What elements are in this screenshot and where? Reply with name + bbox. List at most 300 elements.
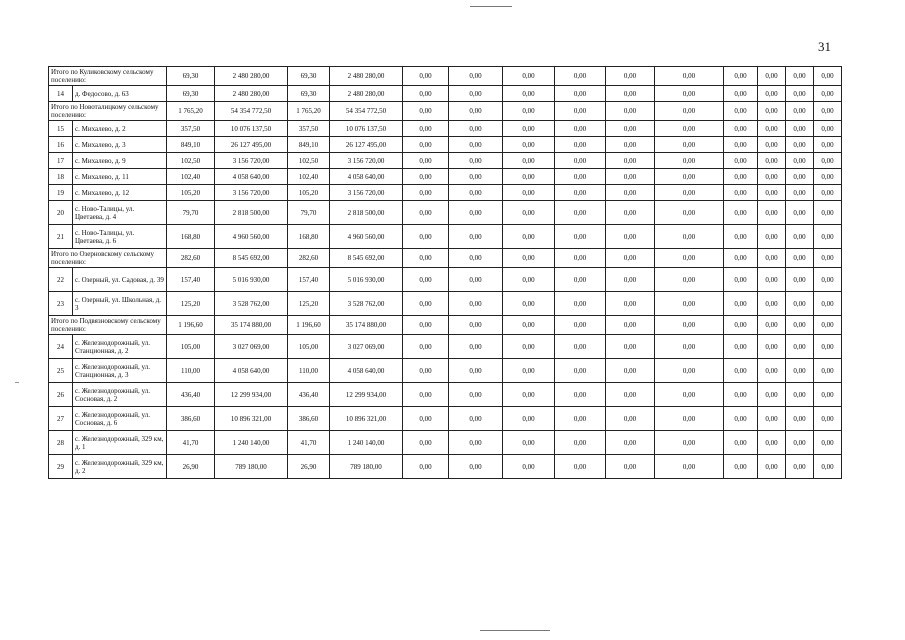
value-cell: 0,00 (758, 316, 786, 335)
value-cell: 0,00 (758, 201, 786, 225)
value-cell: 0,00 (606, 335, 655, 359)
value-cell: 0,00 (555, 431, 606, 455)
value-cell: 0,00 (606, 201, 655, 225)
value-cell: 26,90 (288, 455, 330, 479)
value-cell: 0,00 (724, 316, 758, 335)
table-row (49, 185, 842, 201)
value-cell: 0,00 (786, 225, 814, 249)
value-cell: 102,40 (167, 169, 215, 185)
margin-mark (15, 382, 19, 383)
value-cell: 357,50 (167, 121, 215, 137)
value-cell: 789 180,00 (215, 455, 288, 479)
value-cell: 0,00 (655, 431, 724, 455)
value-cell: 2 818 500,00 (215, 201, 288, 225)
value-cell: 0,00 (403, 249, 449, 268)
value-cell: 105,00 (288, 335, 330, 359)
address-cell: с. Железнодорожный, ул. Станционная, д. 3 (73, 359, 167, 383)
value-cell: 0,00 (758, 169, 786, 185)
value-cell: 0,00 (786, 201, 814, 225)
address-cell: с. Ново-Талицы, ул. Цветаева, д. 6 (73, 225, 167, 249)
value-cell: 0,00 (724, 86, 758, 102)
value-cell: 0,00 (503, 249, 555, 268)
value-cell: 0,00 (503, 201, 555, 225)
table-row (49, 292, 842, 316)
value-cell: 0,00 (786, 268, 814, 292)
value-cell: 0,00 (786, 431, 814, 455)
value-cell: 0,00 (449, 185, 503, 201)
value-cell: 2 480 280,00 (215, 67, 288, 86)
value-cell: 2 480 280,00 (215, 86, 288, 102)
value-cell: 5 016 930,00 (330, 268, 403, 292)
row-number: 15 (49, 121, 73, 137)
value-cell: 0,00 (758, 268, 786, 292)
value-cell: 0,00 (555, 153, 606, 169)
value-cell: 0,00 (403, 67, 449, 86)
value-cell: 0,00 (655, 383, 724, 407)
value-cell: 0,00 (403, 455, 449, 479)
address-cell: с. Озерный, ул. Садовая, д. 39 (73, 268, 167, 292)
address-cell: д. Федосово, д. 63 (73, 86, 167, 102)
value-cell: 0,00 (606, 359, 655, 383)
value-cell: 35 174 880,00 (215, 316, 288, 335)
value-cell: 10 896 321,00 (330, 407, 403, 431)
value-cell: 0,00 (503, 407, 555, 431)
value-cell: 110,00 (288, 359, 330, 383)
value-cell: 0,00 (814, 383, 842, 407)
value-cell: 0,00 (814, 249, 842, 268)
value-cell: 0,00 (758, 153, 786, 169)
value-cell: 0,00 (449, 316, 503, 335)
footer-rule (480, 630, 550, 631)
value-cell: 8 545 692,00 (330, 249, 403, 268)
value-cell: 386,60 (288, 407, 330, 431)
value-cell: 282,60 (167, 249, 215, 268)
total-label: Итого по Озерновскому сельскому поселению: (49, 249, 167, 268)
value-cell: 0,00 (503, 86, 555, 102)
value-cell: 0,00 (814, 455, 842, 479)
value-cell: 0,00 (724, 169, 758, 185)
value-cell: 0,00 (655, 292, 724, 316)
value-cell: 41,70 (167, 431, 215, 455)
value-cell: 0,00 (403, 316, 449, 335)
value-cell: 4 960 560,00 (215, 225, 288, 249)
value-cell: 357,50 (288, 121, 330, 137)
settlement-total-row (49, 249, 842, 268)
value-cell: 0,00 (758, 383, 786, 407)
value-cell: 0,00 (449, 153, 503, 169)
value-cell: 0,00 (503, 359, 555, 383)
value-cell: 0,00 (555, 268, 606, 292)
table-row (49, 335, 842, 359)
value-cell: 4 058 640,00 (330, 359, 403, 383)
value-cell: 0,00 (758, 431, 786, 455)
table-row (49, 268, 842, 292)
table-row (49, 169, 842, 185)
value-cell: 0,00 (814, 316, 842, 335)
value-cell: 157,40 (167, 268, 215, 292)
value-cell: 0,00 (606, 431, 655, 455)
value-cell: 0,00 (403, 169, 449, 185)
value-cell: 0,00 (758, 292, 786, 316)
value-cell: 0,00 (503, 292, 555, 316)
value-cell: 12 299 934,00 (330, 383, 403, 407)
value-cell: 0,00 (724, 137, 758, 153)
value-cell: 3 528 762,00 (330, 292, 403, 316)
value-cell: 0,00 (758, 335, 786, 359)
value-cell: 4 058 640,00 (215, 359, 288, 383)
value-cell: 0,00 (555, 316, 606, 335)
value-cell: 0,00 (655, 201, 724, 225)
value-cell: 125,20 (288, 292, 330, 316)
value-cell: 0,00 (606, 455, 655, 479)
table-row (49, 455, 842, 479)
value-cell: 0,00 (786, 137, 814, 153)
value-cell: 26,90 (167, 455, 215, 479)
value-cell: 0,00 (786, 335, 814, 359)
value-cell: 0,00 (503, 121, 555, 137)
value-cell: 436,40 (167, 383, 215, 407)
value-cell: 0,00 (555, 249, 606, 268)
value-cell: 0,00 (403, 121, 449, 137)
value-cell: 0,00 (786, 316, 814, 335)
value-cell: 0,00 (655, 169, 724, 185)
value-cell: 282,60 (288, 249, 330, 268)
row-number: 27 (49, 407, 73, 431)
value-cell: 0,00 (655, 153, 724, 169)
table-row (49, 137, 842, 153)
value-cell: 0,00 (724, 201, 758, 225)
value-cell: 0,00 (814, 359, 842, 383)
value-cell: 0,00 (403, 407, 449, 431)
address-cell: с. Михалево, д. 11 (73, 169, 167, 185)
value-cell: 54 354 772,50 (215, 102, 288, 121)
value-cell: 168,80 (288, 225, 330, 249)
address-cell: с. Михалево, д. 2 (73, 121, 167, 137)
value-cell: 26 127 495,00 (330, 137, 403, 153)
value-cell: 1 765,20 (167, 102, 215, 121)
value-cell: 0,00 (655, 121, 724, 137)
value-cell: 105,00 (167, 335, 215, 359)
value-cell: 386,60 (167, 407, 215, 431)
value-cell: 10 896 321,00 (215, 407, 288, 431)
row-number: 29 (49, 455, 73, 479)
value-cell: 3 156 720,00 (215, 153, 288, 169)
value-cell: 0,00 (503, 137, 555, 153)
address-cell: с. Озерный, ул. Школьная, д. 3 (73, 292, 167, 316)
value-cell: 0,00 (449, 169, 503, 185)
value-cell: 0,00 (555, 185, 606, 201)
value-cell: 0,00 (503, 383, 555, 407)
value-cell: 0,00 (814, 407, 842, 431)
value-cell: 0,00 (724, 225, 758, 249)
value-cell: 0,00 (786, 185, 814, 201)
value-cell: 0,00 (655, 268, 724, 292)
value-cell: 26 127 495,00 (215, 137, 288, 153)
value-cell: 3 027 069,00 (330, 335, 403, 359)
value-cell: 0,00 (449, 292, 503, 316)
value-cell: 157,40 (288, 268, 330, 292)
value-cell: 0,00 (403, 383, 449, 407)
address-cell: с. Железнодорожный, ул. Сосновая, д. 2 (73, 383, 167, 407)
value-cell: 0,00 (555, 86, 606, 102)
table-row (49, 407, 842, 431)
value-cell: 4 058 640,00 (330, 169, 403, 185)
address-cell: с. Железнодорожный, 329 км, д. 1 (73, 431, 167, 455)
value-cell: 0,00 (724, 185, 758, 201)
page-number: 31 (818, 39, 831, 54)
value-cell: 1 765,20 (288, 102, 330, 121)
value-cell: 0,00 (786, 169, 814, 185)
value-cell: 0,00 (724, 335, 758, 359)
value-cell: 0,00 (786, 292, 814, 316)
value-cell: 0,00 (449, 268, 503, 292)
value-cell: 0,00 (555, 67, 606, 86)
table-row (49, 359, 842, 383)
table-row (49, 225, 842, 249)
value-cell: 0,00 (503, 225, 555, 249)
value-cell: 168,80 (167, 225, 215, 249)
value-cell: 0,00 (606, 225, 655, 249)
value-cell: 0,00 (814, 169, 842, 185)
value-cell: 0,00 (758, 185, 786, 201)
row-number: 20 (49, 201, 73, 225)
value-cell: 0,00 (786, 86, 814, 102)
value-cell: 0,00 (503, 102, 555, 121)
value-cell: 0,00 (449, 455, 503, 479)
settlement-total-row (49, 67, 842, 86)
value-cell: 0,00 (655, 249, 724, 268)
value-cell: 4 058 640,00 (215, 169, 288, 185)
value-cell: 0,00 (449, 225, 503, 249)
table-row (49, 153, 842, 169)
value-cell: 0,00 (503, 185, 555, 201)
value-cell: 0,00 (786, 249, 814, 268)
value-cell: 102,50 (288, 153, 330, 169)
value-cell: 0,00 (758, 249, 786, 268)
row-number: 19 (49, 185, 73, 201)
value-cell: 125,20 (167, 292, 215, 316)
value-cell: 0,00 (555, 407, 606, 431)
value-cell: 0,00 (555, 292, 606, 316)
value-cell: 0,00 (655, 137, 724, 153)
value-cell: 0,00 (655, 86, 724, 102)
value-cell: 0,00 (449, 383, 503, 407)
value-cell: 0,00 (555, 225, 606, 249)
value-cell: 12 299 934,00 (215, 383, 288, 407)
value-cell: 0,00 (503, 316, 555, 335)
value-cell: 0,00 (724, 153, 758, 169)
row-number: 16 (49, 137, 73, 153)
value-cell: 0,00 (786, 121, 814, 137)
value-cell: 0,00 (555, 359, 606, 383)
value-cell: 4 960 560,00 (330, 225, 403, 249)
value-cell: 0,00 (449, 201, 503, 225)
value-cell: 0,00 (555, 121, 606, 137)
value-cell: 0,00 (503, 268, 555, 292)
value-cell: 3 528 762,00 (215, 292, 288, 316)
value-cell: 0,00 (555, 137, 606, 153)
settlement-total-row (49, 102, 842, 121)
table-body (49, 67, 842, 479)
value-cell: 0,00 (724, 383, 758, 407)
value-cell: 3 156 720,00 (330, 185, 403, 201)
value-cell: 69,30 (167, 86, 215, 102)
value-cell: 0,00 (555, 201, 606, 225)
total-label: Итого по Новоталицкому сельскому поселению: (49, 102, 167, 121)
value-cell: 0,00 (786, 102, 814, 121)
value-cell: 0,00 (403, 185, 449, 201)
row-number: 14 (49, 86, 73, 102)
value-cell: 0,00 (655, 359, 724, 383)
address-cell: с. Ново-Талицы, ул. Цветаева, д. 4 (73, 201, 167, 225)
value-cell: 0,00 (606, 383, 655, 407)
value-cell: 0,00 (724, 455, 758, 479)
value-cell: 3 156 720,00 (215, 185, 288, 201)
value-cell: 79,70 (167, 201, 215, 225)
value-cell: 0,00 (503, 455, 555, 479)
value-cell: 54 354 772,50 (330, 102, 403, 121)
value-cell: 8 545 692,00 (215, 249, 288, 268)
value-cell: 3 027 069,00 (215, 335, 288, 359)
value-cell: 0,00 (655, 455, 724, 479)
value-cell: 0,00 (403, 102, 449, 121)
value-cell: 0,00 (606, 102, 655, 121)
value-cell: 0,00 (758, 67, 786, 86)
settlement-total-row (49, 316, 842, 335)
value-cell: 0,00 (503, 153, 555, 169)
address-cell: с. Михалево, д. 3 (73, 137, 167, 153)
value-cell: 2 480 280,00 (330, 67, 403, 86)
value-cell: 0,00 (814, 102, 842, 121)
value-cell: 0,00 (655, 407, 724, 431)
value-cell: 79,70 (288, 201, 330, 225)
value-cell: 0,00 (814, 121, 842, 137)
value-cell: 0,00 (758, 137, 786, 153)
value-cell: 0,00 (606, 169, 655, 185)
value-cell: 0,00 (403, 225, 449, 249)
value-cell: 0,00 (449, 86, 503, 102)
value-cell: 0,00 (724, 102, 758, 121)
value-cell: 2 480 280,00 (330, 86, 403, 102)
value-cell: 102,40 (288, 169, 330, 185)
value-cell: 0,00 (606, 153, 655, 169)
value-cell: 0,00 (449, 249, 503, 268)
value-cell: 10 076 137,50 (215, 121, 288, 137)
value-cell: 0,00 (449, 335, 503, 359)
value-cell: 0,00 (814, 185, 842, 201)
row-number: 28 (49, 431, 73, 455)
value-cell: 0,00 (403, 335, 449, 359)
value-cell: 789 180,00 (330, 455, 403, 479)
row-number: 17 (49, 153, 73, 169)
value-cell: 0,00 (449, 137, 503, 153)
value-cell: 0,00 (403, 153, 449, 169)
value-cell: 0,00 (758, 359, 786, 383)
value-cell: 105,20 (288, 185, 330, 201)
row-number: 24 (49, 335, 73, 359)
value-cell: 0,00 (503, 431, 555, 455)
total-label: Итого по Подвязновскому сельскому поселению: (49, 316, 167, 335)
value-cell: 0,00 (606, 67, 655, 86)
row-number: 22 (49, 268, 73, 292)
value-cell: 0,00 (758, 121, 786, 137)
value-cell: 0,00 (606, 249, 655, 268)
value-cell: 0,00 (555, 169, 606, 185)
value-cell: 1 196,60 (288, 316, 330, 335)
value-cell: 1 196,60 (167, 316, 215, 335)
table-row (49, 86, 842, 102)
value-cell: 0,00 (724, 359, 758, 383)
value-cell: 0,00 (655, 67, 724, 86)
value-cell: 10 076 137,50 (330, 121, 403, 137)
table-row (49, 201, 842, 225)
value-cell: 0,00 (758, 86, 786, 102)
value-cell: 0,00 (814, 153, 842, 169)
value-cell: 0,00 (555, 455, 606, 479)
value-cell: 0,00 (503, 169, 555, 185)
value-cell: 0,00 (724, 268, 758, 292)
value-cell: 69,30 (288, 86, 330, 102)
value-cell: 0,00 (606, 86, 655, 102)
value-cell: 0,00 (555, 383, 606, 407)
value-cell: 0,00 (606, 137, 655, 153)
value-cell: 0,00 (724, 121, 758, 137)
value-cell: 0,00 (403, 268, 449, 292)
value-cell: 0,00 (503, 67, 555, 86)
value-cell: 1 240 140,00 (215, 431, 288, 455)
value-cell: 0,00 (724, 407, 758, 431)
value-cell: 5 016 930,00 (215, 268, 288, 292)
value-cell: 0,00 (786, 153, 814, 169)
row-number: 25 (49, 359, 73, 383)
value-cell: 0,00 (724, 431, 758, 455)
value-cell: 1 240 140,00 (330, 431, 403, 455)
value-cell: 0,00 (758, 455, 786, 479)
row-number: 18 (49, 169, 73, 185)
value-cell: 69,30 (167, 67, 215, 86)
table-row (49, 383, 842, 407)
value-cell: 0,00 (403, 292, 449, 316)
value-cell: 0,00 (606, 185, 655, 201)
value-cell: 0,00 (814, 67, 842, 86)
value-cell: 0,00 (786, 67, 814, 86)
value-cell: 0,00 (449, 407, 503, 431)
address-cell: с. Михалево, д. 12 (73, 185, 167, 201)
value-cell: 0,00 (449, 102, 503, 121)
value-cell: 0,00 (655, 335, 724, 359)
value-cell: 0,00 (758, 407, 786, 431)
housing-register-table (48, 66, 842, 479)
value-cell: 0,00 (814, 225, 842, 249)
value-cell: 0,00 (655, 102, 724, 121)
value-cell: 0,00 (786, 359, 814, 383)
value-cell: 0,00 (814, 137, 842, 153)
address-cell: с. Железнодорожный, 329 км, д. 2 (73, 455, 167, 479)
address-cell: с. Железнодорожный, ул. Станционная, д. 2 (73, 335, 167, 359)
value-cell: 0,00 (555, 335, 606, 359)
row-number: 21 (49, 225, 73, 249)
value-cell: 0,00 (814, 86, 842, 102)
value-cell: 0,00 (606, 292, 655, 316)
total-label: Итого по Куликовскому сельскому поселению: (49, 67, 167, 86)
row-number: 23 (49, 292, 73, 316)
value-cell: 0,00 (655, 225, 724, 249)
value-cell: 0,00 (403, 431, 449, 455)
value-cell: 0,00 (758, 102, 786, 121)
value-cell: 0,00 (724, 292, 758, 316)
value-cell: 0,00 (724, 67, 758, 86)
value-cell: 35 174 880,00 (330, 316, 403, 335)
